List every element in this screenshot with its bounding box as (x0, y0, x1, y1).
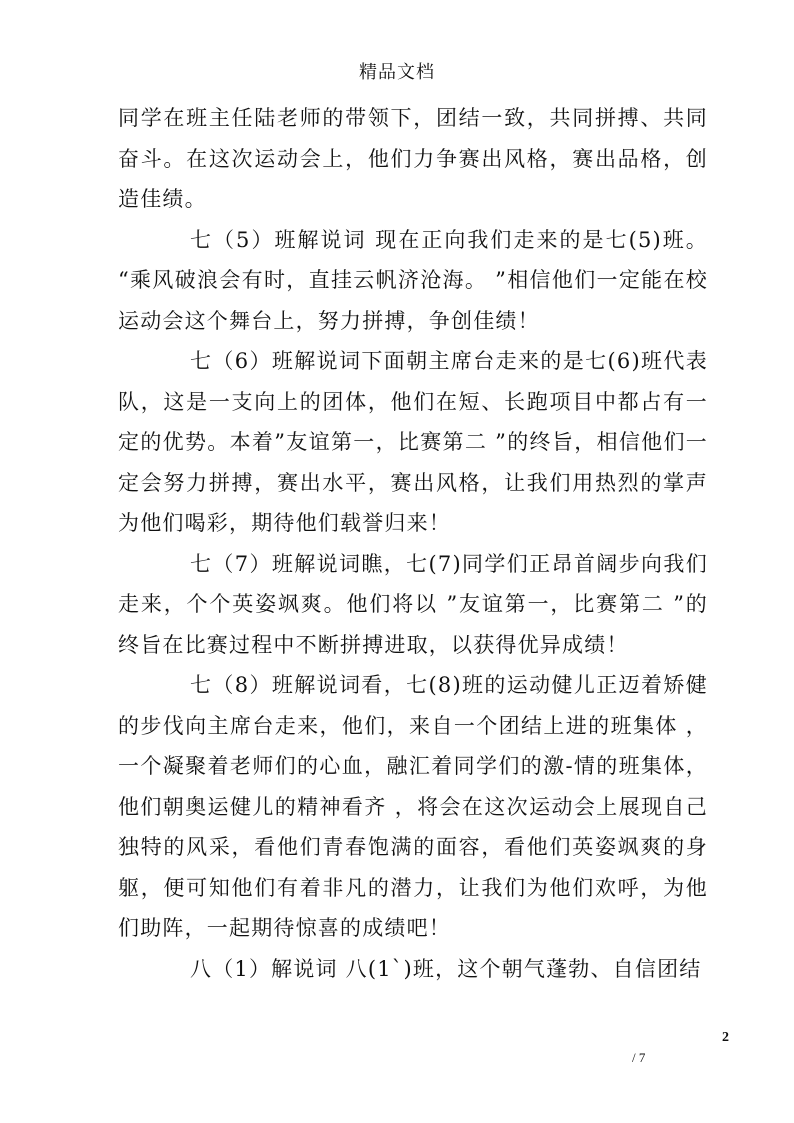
page-number: 2 (722, 1030, 729, 1045)
paragraph-class-7-5: 七（5）班解说词 现在正向我们走来的是七(5)班。 “乘风破浪会有时，直挂云帆济沧海。 ”相信他们一定能在校运动会这个舞台上，努力拼搏，争创佳绩！ (118, 227, 708, 333)
paragraph-class-7-7: 七（7）班解说词瞧，七(7)同学们正昂首阔步向我们走来，个个英姿飒爽。他们将以 ”友谊第一，比赛第二 ”的终旨在比赛过程中不断拼搏进取，以获得优异成绩！ (118, 551, 708, 657)
page-header-title: 精品文档 (359, 62, 435, 83)
paragraph-class-7-8: 七（8）班解说词看，七(8)班的运动健儿正迈着矫健的步伐向主席台走来，他们，来自一个团结上进的班集体 ，一个凝聚着老师们的心血，融汇着同学们的激-情的班集体，他们朝奥运健儿的精神看齐 ，将会在这次运动会上展现自己独特的风采，看他们青春饱满的面容，看他们英姿飒爽的身躯，便可知他们有着非凡的潜力，让我们为他们欢呼，为他们助阵，一起期待惊喜的成绩吧！ (118, 673, 708, 940)
paragraph-class-8-1: 八（1）解说词 八(1`)班，这个朝气蓬勃、自信团结 (190, 956, 702, 981)
page-total: / 7 (632, 1050, 646, 1065)
paragraph-class-7-6: 七（6）班解说词下面朝主席台走来的是七(6)班代表队，这是一支向上的团体，他们在短、长跑项目中都占有一定的优势。本着”友谊第一，比赛第二 ”的终旨，相信他们一定会努力拼搏，赛出水平，赛出风格，让我们用热烈的掌声为他们喝彩，期待他们载誉归来！ (118, 349, 708, 535)
document-body (118, 98, 708, 989)
paragraph-continuation: 同学在班主任陆老师的带领下，团结一致，共同拼搏、共同奋斗。在这次运动会上，他们力争赛出风格，赛出品格，创造佳绩。 (118, 106, 708, 211)
